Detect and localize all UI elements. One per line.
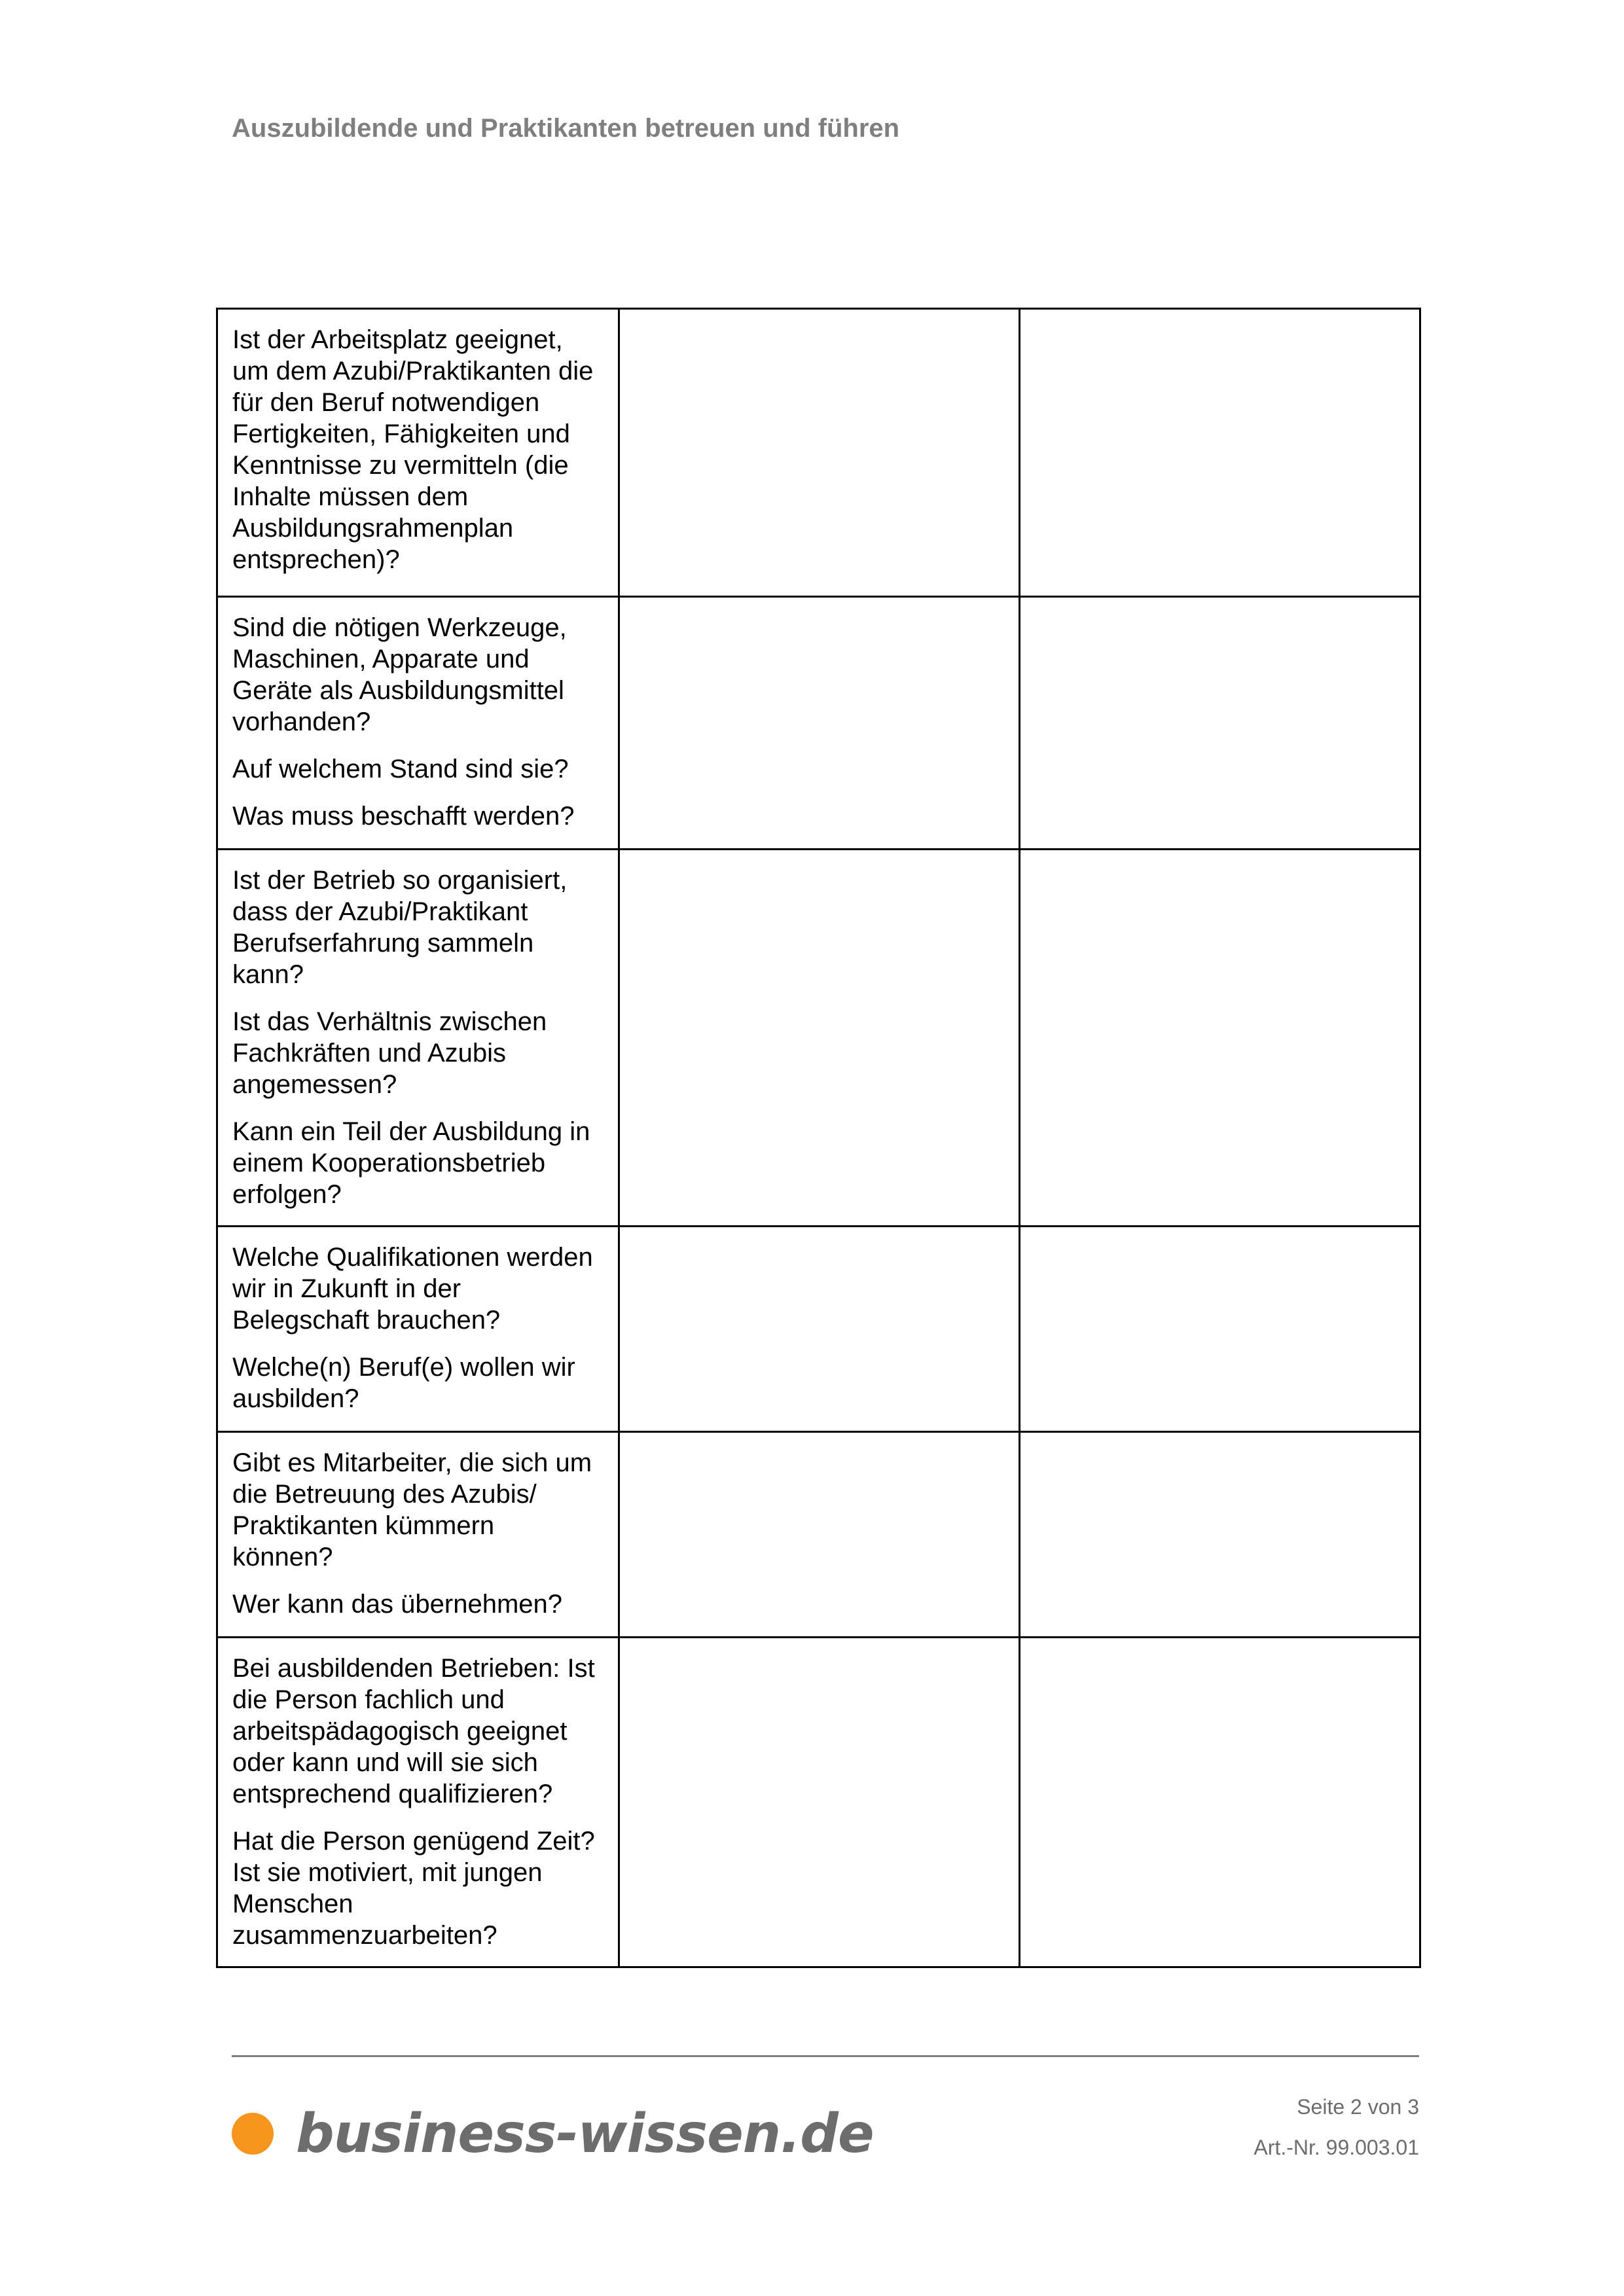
question-text: Bei ausbildenden Betrieben: Ist die Person fachlich und arbeitspädagogisch geeignet oder kann und will sie sich entsprechend qualifizieren?	[232, 1654, 595, 1808]
question-cell	[217, 1227, 619, 1432]
notes-cell	[1020, 309, 1420, 597]
brand-logo	[232, 2102, 874, 2165]
table-row	[217, 1227, 1420, 1432]
table-row	[217, 1638, 1420, 1967]
question-text: Hat die Person genügend Zeit? Ist sie motiviert, mit jungen Menschen zusammenzuarbeiten?	[232, 1827, 595, 1950]
table-row	[217, 850, 1420, 1227]
logo-wordmark: business-wissen.de	[296, 2102, 874, 2165]
question-cell	[217, 850, 619, 1227]
question-cell	[217, 1432, 619, 1638]
question-cell	[217, 309, 619, 597]
notes-cell	[1020, 850, 1420, 1227]
logo-dot-icon	[232, 2113, 274, 2155]
question-text: Sind die nötigen Werkzeuge, Maschinen, Apparate und Geräte als Ausbildungsmittel vorhanden?	[232, 613, 567, 736]
question-text: Welche Qualifikationen werden wir in Zukunft in der Belegschaft brauchen?	[232, 1243, 593, 1335]
notes-cell	[1020, 1638, 1420, 1967]
notes-cell	[1020, 597, 1420, 850]
question-text: Wer kann das übernehmen?	[232, 1590, 563, 1619]
page-number: Seite 2 von 3	[1297, 2095, 1419, 2119]
table-row	[217, 1432, 1420, 1638]
answer-cell	[619, 1638, 1020, 1967]
notes-cell	[1020, 1432, 1420, 1638]
answer-cell	[619, 309, 1020, 597]
table-row	[217, 309, 1420, 597]
question-cell	[217, 1638, 619, 1967]
question-text: Was muss beschafft werden?	[232, 802, 575, 831]
footer-divider	[232, 2055, 1419, 2057]
question-text: Kann ein Teil der Ausbildung in einem Kooperationsbetrieb erfolgen?	[232, 1117, 590, 1209]
question-cell	[217, 597, 619, 850]
answer-cell	[619, 597, 1020, 850]
answer-cell	[619, 1432, 1020, 1638]
table-row	[217, 597, 1420, 850]
question-text: Ist das Verhältnis zwischen Fachkräften und Azubis angemessen?	[232, 1007, 547, 1099]
checklist-table	[216, 308, 1421, 1968]
question-text: Ist der Arbeitsplatz geeignet, um dem Azubi/Praktikanten die für den Beruf notwendigen Fertigkeiten, Fähigkeiten und Kenntnisse zu vermitteln (die Inhalte müssen dem Ausbildungsrahmenplan entsprechen)?	[232, 325, 594, 574]
article-number: Art.-Nr. 99.003.01	[1254, 2136, 1419, 2159]
footer-meta	[1254, 2087, 1419, 2168]
document-header-title: Auszubildende und Praktikanten betreuen und führen	[232, 114, 900, 143]
question-text: Auf welchem Stand sind sie?	[232, 755, 569, 783]
answer-cell	[619, 1227, 1020, 1432]
notes-cell	[1020, 1227, 1420, 1432]
question-text: Ist der Betrieb so organisiert, dass der Azubi/Praktikant Berufserfahrung sammeln kann?	[232, 866, 568, 989]
answer-cell	[619, 850, 1020, 1227]
question-text: Gibt es Mitarbeiter, die sich um die Betreuung des Azubis/ Praktikanten kümmern können?	[232, 1448, 592, 1571]
question-text: Welche(n) Beruf(e) wollen wir ausbilden?	[232, 1353, 575, 1413]
